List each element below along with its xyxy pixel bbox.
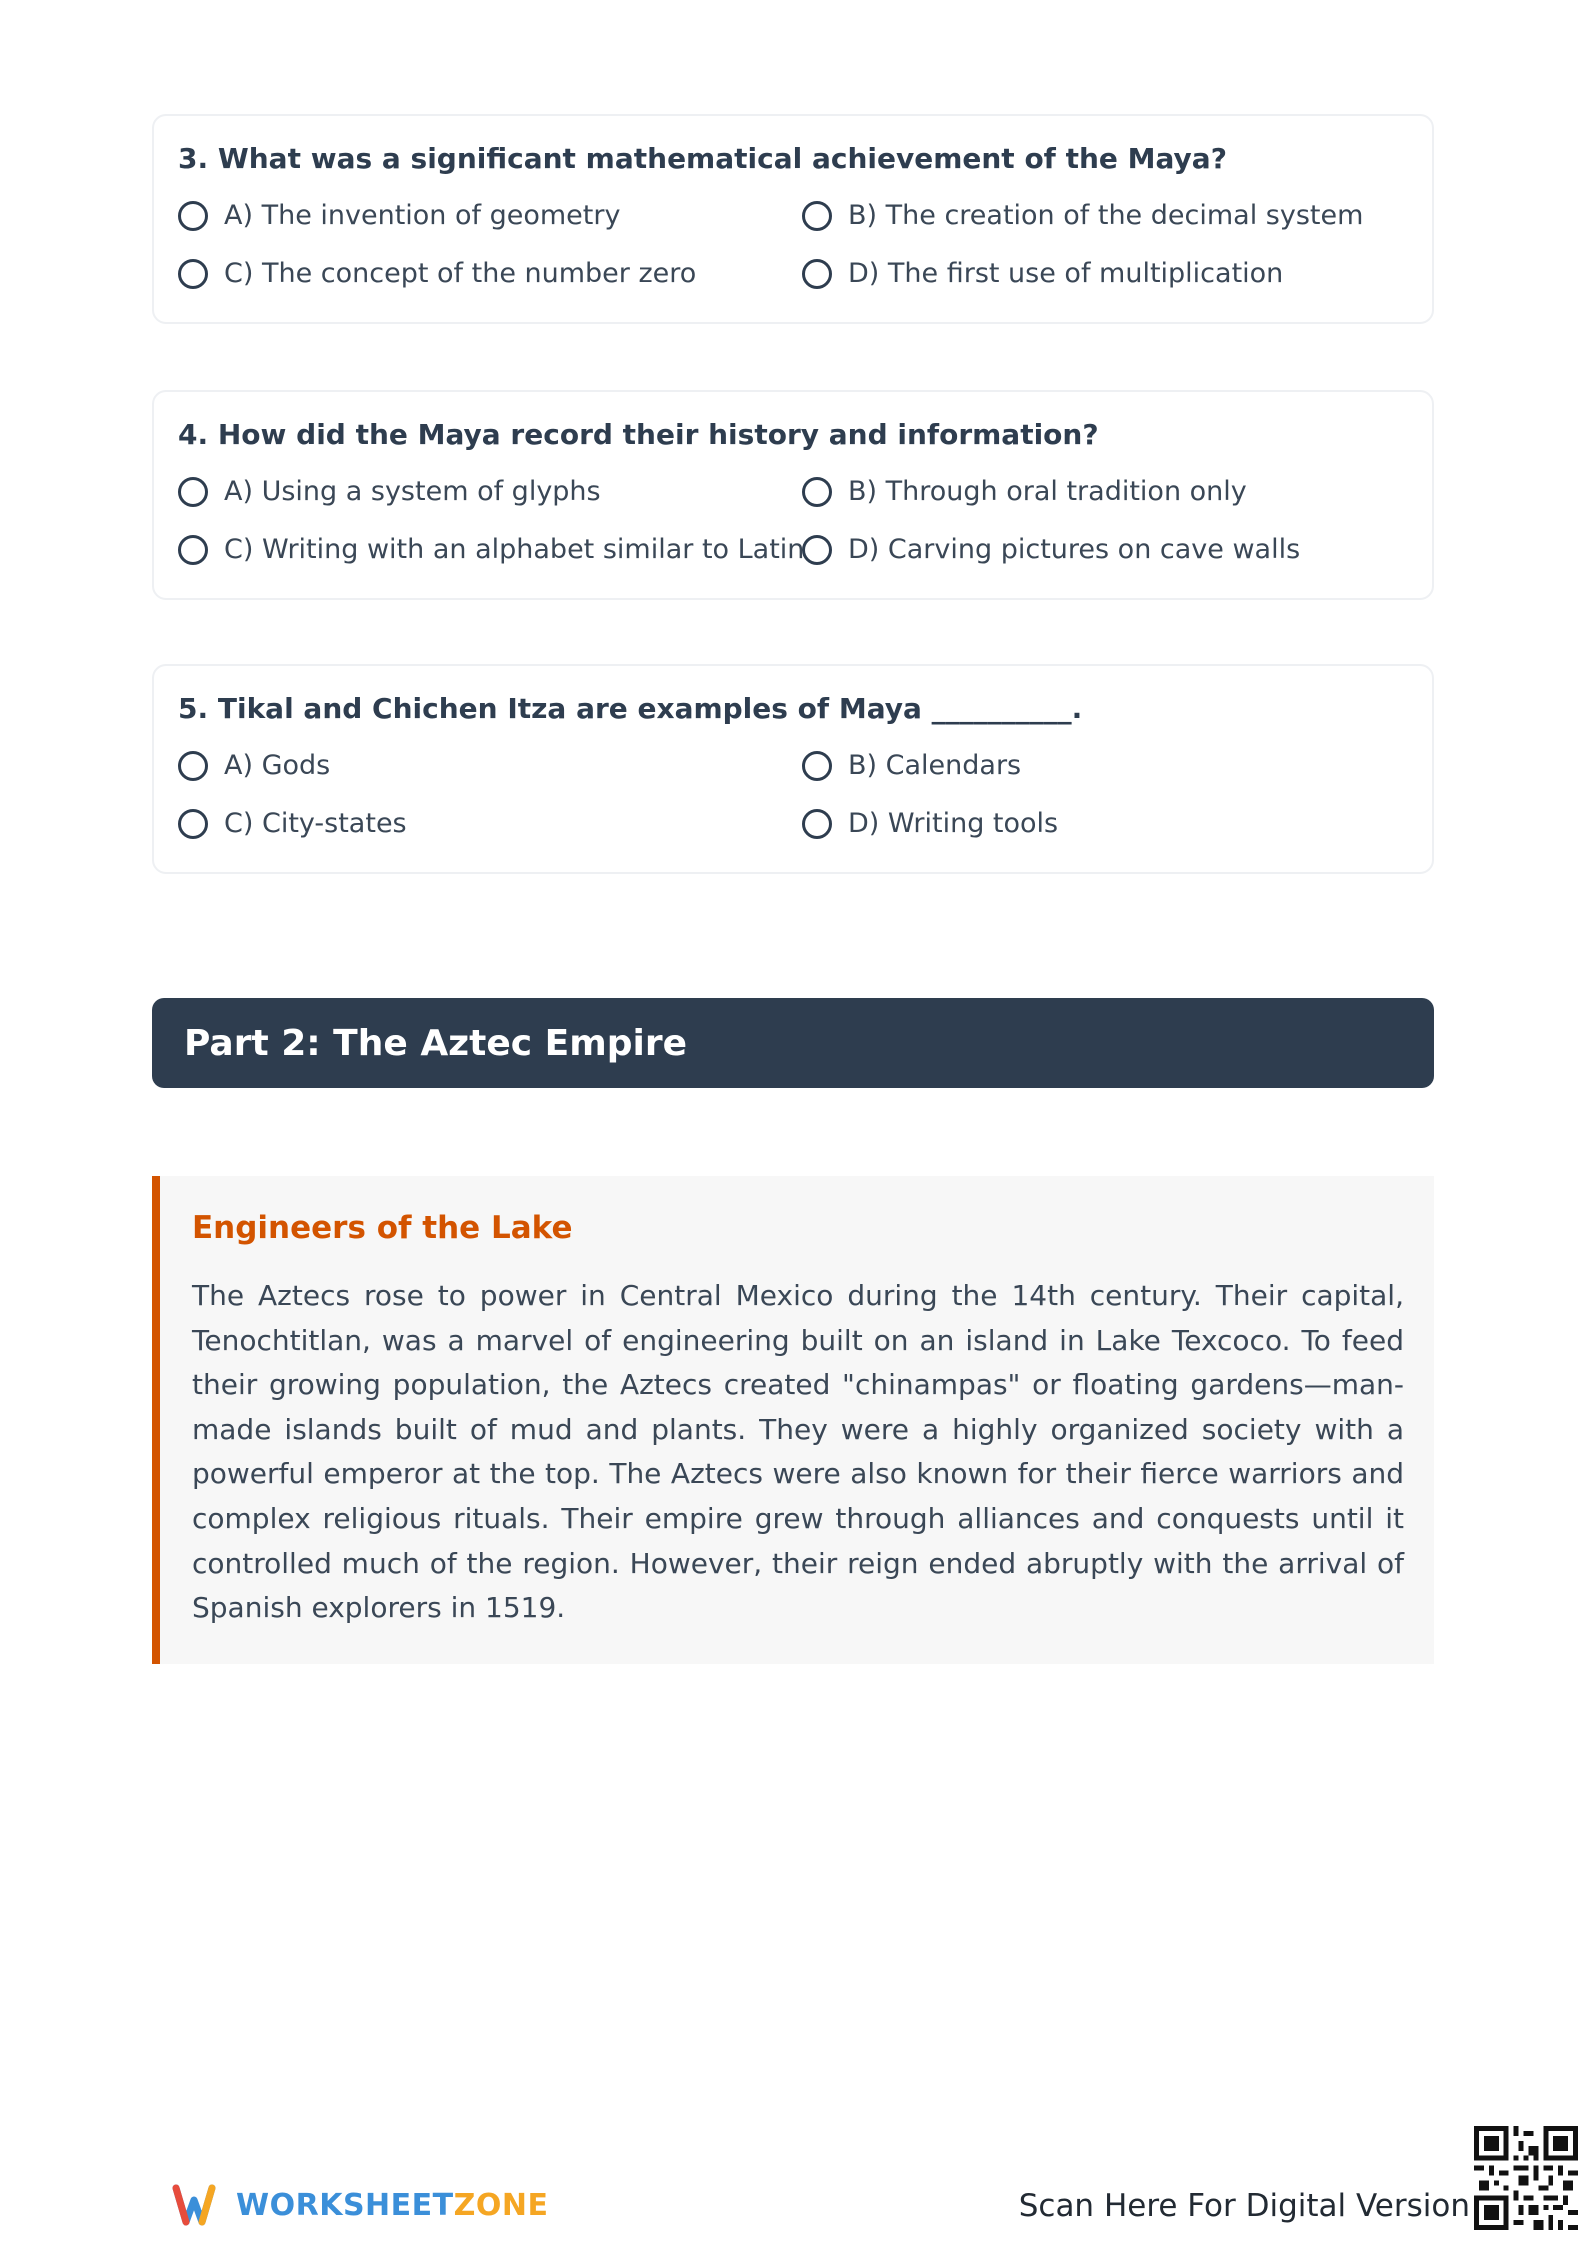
reading-title: Engineers of the Lake — [192, 1210, 573, 1246]
radio-circle-icon[interactable] — [178, 201, 208, 231]
radio-circle-icon[interactable] — [178, 259, 208, 289]
option-a[interactable] — [178, 200, 620, 231]
option-label: C) The concept of the number zero — [224, 258, 697, 289]
option-label: A) The invention of geometry — [224, 200, 621, 231]
option-b[interactable] — [802, 750, 1021, 781]
qr-code-icon[interactable] — [1474, 2126, 1578, 2230]
radio-circle-icon[interactable] — [802, 809, 832, 839]
option-c[interactable] — [178, 258, 696, 289]
option-c[interactable] — [178, 808, 407, 839]
radio-circle-icon[interactable] — [802, 751, 832, 781]
option-a[interactable] — [178, 750, 330, 781]
radio-circle-icon[interactable] — [178, 809, 208, 839]
logo-text — [236, 2188, 548, 2223]
option-c[interactable] — [178, 534, 804, 565]
option-label: B) The creation of the decimal system — [848, 200, 1364, 231]
option-label: C) Writing with an alphabet similar to Latin — [224, 534, 805, 565]
radio-circle-icon[interactable] — [802, 201, 832, 231]
option-d[interactable] — [802, 534, 1300, 565]
option-label: D) Carving pictures on cave walls — [848, 534, 1301, 565]
option-label: D) Writing tools — [848, 808, 1059, 839]
option-label: B) Through oral tradition only — [848, 476, 1247, 507]
radio-circle-icon[interactable] — [178, 535, 208, 565]
section-title: Part 2: The Aztec Empire — [184, 1022, 688, 1064]
option-a[interactable] — [178, 476, 601, 507]
question-card-4 — [152, 390, 1434, 600]
question-text: 3. What was a significant mathematical achievement of the Maya? — [178, 142, 1227, 175]
option-d[interactable] — [802, 258, 1283, 289]
logo-text-part1: WORKSHEET — [236, 2187, 454, 2223]
logo-text-part2: ZONE — [453, 2187, 549, 2223]
option-label: A) Gods — [224, 750, 331, 781]
question-card-5 — [152, 664, 1434, 874]
option-b[interactable] — [802, 200, 1363, 231]
option-b[interactable] — [802, 476, 1247, 507]
reading-body: The Aztecs rose to power in Central Mexico during the 14th century. Their capital, Tenochtitlan, was a marvel of engineering built on an island in Lake Texcoco. To feed their growing population, the Aztecs created "chinampas" or floating gardens—man-made islands built of mud and plants. They were a highly organized society with a powerful emperor at the top. The Aztecs were also known for their fierce warriors and complex religious rituals. Their empire grew through alliances and conquests until it controlled much of the region. However, their reign ended abruptly with the arrival of Spanish explorers in 1519. — [192, 1279, 1404, 1625]
question-text: 5. Tikal and Chichen Itza are examples of Maya __________. — [178, 692, 1083, 725]
option-label: C) City-states — [224, 808, 407, 839]
question-text: 4. How did the Maya record their history and information? — [178, 418, 1099, 451]
question-card-3 — [152, 114, 1434, 324]
radio-circle-icon[interactable] — [178, 477, 208, 507]
option-label: D) The first use of multiplication — [848, 258, 1284, 289]
scan-digital-text: Scan Here For Digital Version — [1018, 2188, 1470, 2224]
worksheetzone-logo-icon — [172, 2180, 222, 2230]
radio-circle-icon[interactable] — [802, 477, 832, 507]
radio-circle-icon[interactable] — [178, 751, 208, 781]
radio-circle-icon[interactable] — [802, 259, 832, 289]
option-d[interactable] — [802, 808, 1058, 839]
option-label: B) Calendars — [848, 750, 1022, 781]
radio-circle-icon[interactable] — [802, 535, 832, 565]
worksheetzone-logo[interactable] — [172, 2180, 548, 2230]
section-header — [152, 998, 1434, 1088]
option-label: A) Using a system of glyphs — [224, 476, 601, 507]
reading-passage — [152, 1176, 1434, 1664]
